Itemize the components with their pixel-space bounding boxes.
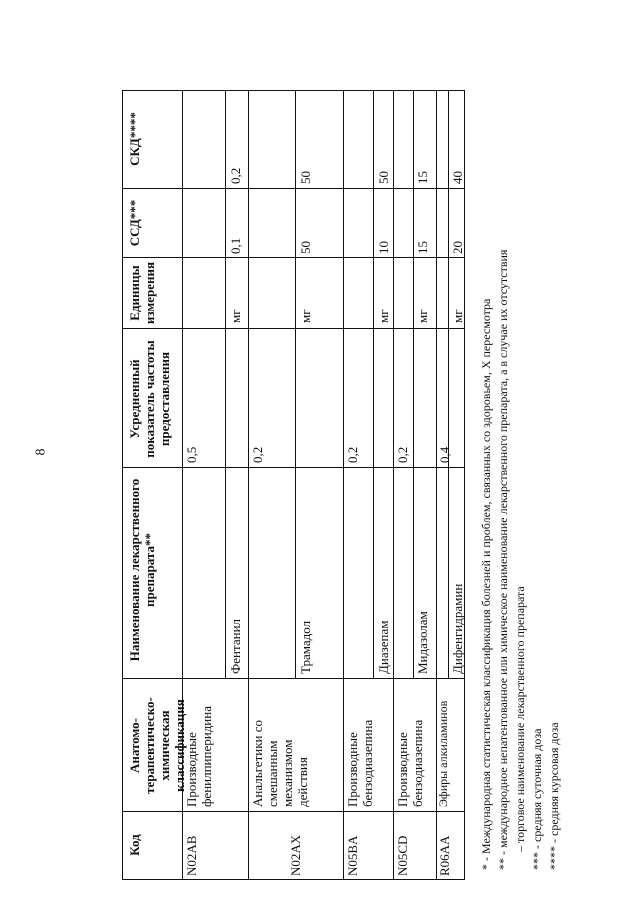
footnote-3: *** - средняя суточная доза: [530, 728, 544, 870]
row-skd: 15: [415, 171, 430, 184]
footnote-1: * - Международная статистическая классификация болезней и проблем, связанных со здоровьем, Х пересмотра: [479, 298, 493, 870]
row-atc: Производные бензодиазепина: [395, 719, 425, 807]
row-atc: Производные фенилпиперидина: [184, 706, 214, 807]
row-ssd: 50: [298, 241, 313, 254]
row-frequency: 0,2: [395, 446, 410, 463]
row-code: N02AX: [288, 834, 303, 876]
row-code: N05CD: [395, 835, 410, 876]
row-code: R06AA: [437, 835, 452, 876]
row-code: N02AB: [184, 835, 199, 876]
row-unit: мг: [415, 309, 430, 323]
footnote-2-continued: – торговое наименование лекарственного препарата: [513, 586, 527, 852]
row-unit: мг: [450, 309, 465, 323]
drug-table: [122, 90, 465, 880]
row-atc: Эфиры алкиламинов: [436, 700, 450, 807]
row-ssd: 20: [450, 241, 465, 254]
row-drug-name: Фентанил: [228, 618, 243, 674]
row-skd: 50: [376, 171, 391, 184]
rotated-page-content: [122, 90, 572, 880]
row-skd: 40: [450, 171, 465, 184]
footnote-4: **** - средняя курсовая доза: [547, 722, 561, 870]
row-unit: мг: [298, 309, 313, 323]
header-drug-name: Наименование лекарственного препарата**: [127, 478, 157, 662]
row-skd: 0,2: [228, 167, 243, 184]
row-drug-name: Дифенгидрамин: [450, 583, 465, 674]
row-atc: Производные бензодиазепина: [345, 719, 375, 807]
row-drug-name: Диазепам: [376, 620, 391, 674]
header-unit: Единицы измерения: [127, 261, 157, 325]
row-frequency: 0,2: [250, 446, 265, 463]
row-unit: мг: [228, 309, 243, 323]
row-frequency: 0,5: [184, 446, 199, 463]
page-number: 8: [33, 448, 49, 456]
row-skd: 50: [298, 171, 313, 184]
row-frequency: 0,4: [437, 446, 452, 463]
header-atc: Анатомо-терапевтическо-химическая классификация: [127, 697, 187, 794]
row-frequency: 0,2: [345, 446, 360, 463]
row-atc: Анальгетики со смешанным механизмом действия: [250, 719, 310, 807]
row-drug-name: Мидазолам: [415, 611, 430, 674]
row-ssd: 10: [376, 241, 391, 254]
row-unit: мг: [376, 309, 391, 323]
footnote-2: ** - международное непатентованное или химическое наименование лекарственного препарата, а в случае их отсутствия: [496, 249, 510, 870]
row-ssd: 15: [415, 241, 430, 254]
footnotes: [478, 90, 563, 870]
row-ssd: 0,1: [228, 237, 243, 254]
header-ssd: ССД***: [127, 199, 142, 247]
row-code: N05BA: [345, 835, 360, 876]
header-code: Код: [127, 834, 142, 856]
header-frequency: Усредненный показатель частоты предоставления: [127, 340, 172, 458]
row-drug-name: Трамадол: [298, 620, 313, 674]
header-skd: СКД****: [127, 112, 142, 166]
